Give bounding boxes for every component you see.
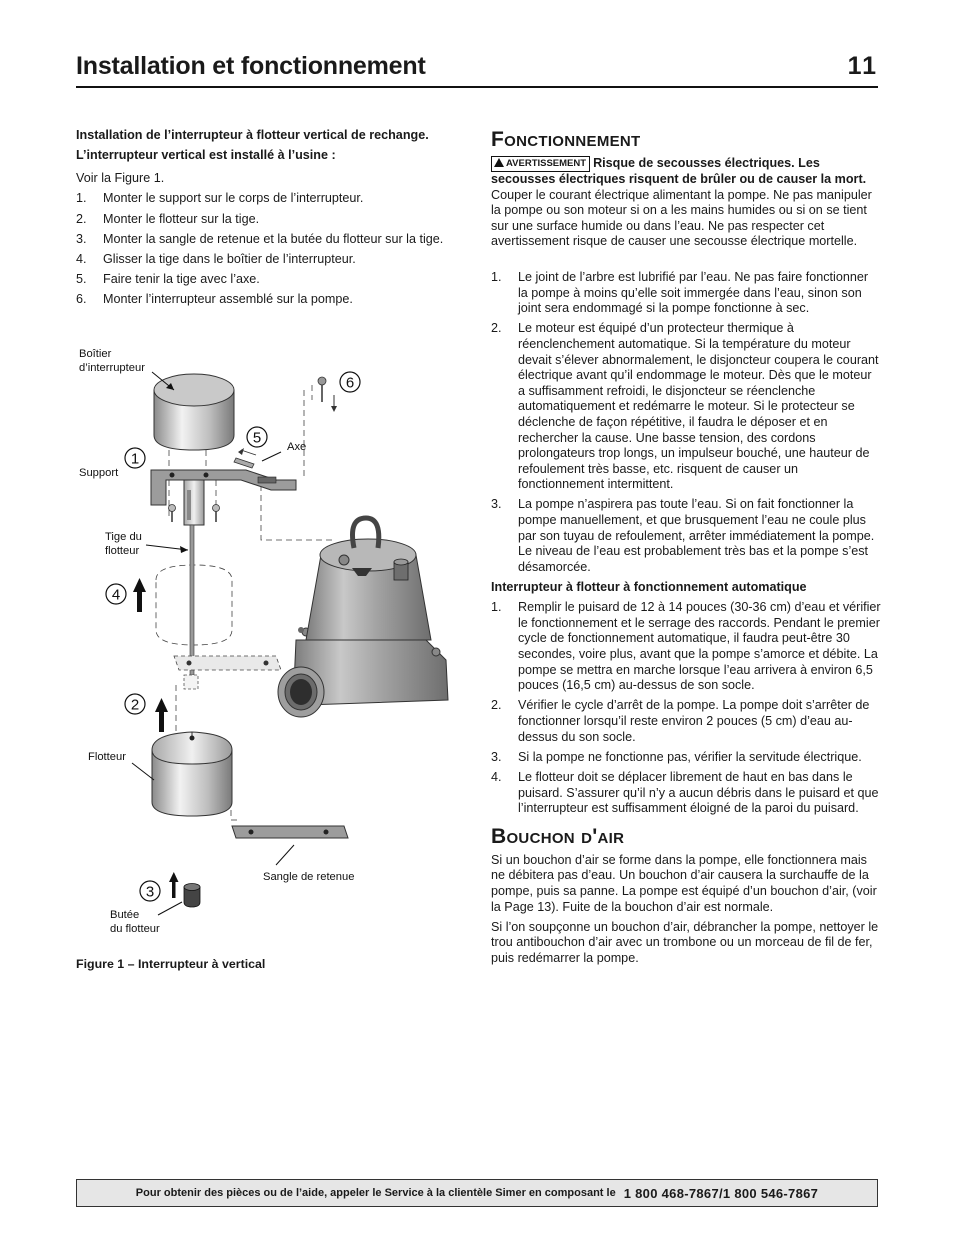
label-axis: Axe: [287, 441, 307, 453]
callout-1: [125, 448, 145, 468]
callout-4: [106, 584, 126, 604]
airlock-paragraph-2: Si l’on soupçonne un bouchon d’air, débrancher la pompe, nettoyer le trou antibouchon d’air avec un trombone ou un morceau de fil de fer, puis redémarrer la pompe.: [491, 919, 879, 965]
figure-1: [76, 340, 456, 980]
label-switch-housing: Boîtier d’interrupteur: [79, 348, 145, 374]
figure-caption: Figure 1 – Interrupteur à vertical: [76, 957, 266, 971]
page-header: [76, 50, 878, 88]
list-item: 5. Faire tenir la tige avec l’axe.: [76, 272, 260, 287]
label-float-stop: Butée du flotteur: [110, 909, 160, 935]
footer-text: Pour obtenir des pièces ou de l’aide, appeler le Service à la clientèle Simer en composant le: [135, 1187, 616, 1199]
label-float-rod: Tige du flotteur: [105, 531, 142, 557]
list-item: 2. Monter le flotteur sur la tige.: [76, 211, 260, 226]
label-support: Support: [79, 467, 119, 479]
list-item: 1. Le joint de l’arbre est lubrifié par l’eau. Ne pas faire fonctionner la pompe à moins qu’elle soit immergée dans l’eau, sinon son joint sera endommagé si la pompe fonctionne à sec.: [491, 269, 869, 316]
svg-text:2: 2: [130, 696, 140, 714]
callout-5: [247, 427, 267, 447]
label-retaining-strap: Sangle de retenue: [263, 871, 355, 883]
list-item: 2. Le moteur est équipé d’un protecteur thermique à réenclenchement automatique. Si la température du moteur devait s’élever abnormalement, le disjoncteur coupera le courant électrique avant qu’il endommage le moteur. Dès que le moteur a suffisamment refroidi, le disjoncteur se réenclenche automatiquement et redémarre le moteur. Si le protecteur se déclenche de façon répétitive, il faudra le déposer et en rechercher la cause. Une basse tension, des cordons prolongateurs trop longs, un impulseur bouché, une hauteur de refoulement très basse, etc. risquent de causer un fonctionnement intermittent.: [491, 321, 879, 492]
footer-phone: 1 800 468-7867/1 800 546-7867: [623, 1185, 819, 1201]
label-float: Flotteur: [88, 751, 126, 763]
callout-3: [140, 881, 160, 901]
page-title: Installation et fonctionnement: [76, 52, 426, 80]
auto-switch-heading: Interrupteur à flotteur à fonctionnement automatique: [491, 580, 807, 595]
list-item: 2. Vérifier le cycle d’arrêt de la pompe. La pompe doit s’arrêter de fonctionner lorsqu’il reste environ 2 pouces (5 cm) d’eau au-dessus du son socle.: [491, 698, 870, 744]
support-footer: [76, 1179, 878, 1207]
list-item: 4. Le flotteur doit se déplacer librement de haut en bas dans le puisard. S’assurer qu’il n’y a aucun débris dans le puisard et que l’interrupteur est suffisamment éloigné de la paroi du puisard.: [491, 769, 879, 816]
factory-install-heading: L’interrupteur vertical est installé à l’usine :: [76, 147, 336, 162]
svg-text:6: 6: [345, 374, 355, 392]
left-column: [76, 128, 451, 313]
list-item: 1. Remplir le puisard de 12 à 14 pouces (30-36 cm) d’eau et vérifier le fonctionnement et le serrage des raccords. Pendant le premier cycle de fonctionnement automatique, il faudra peut-être 30 secondes, voire plus, avant que la pompe s’amorce et débite. La pompe se mettra en marche lorsque l’eau arrivera à environ 6,5 pouces (16,5 cm) au-dessus de son socle.: [491, 600, 881, 693]
warning-badge: AVERTISSEMENT: [491, 156, 590, 172]
svg-text:3: 3: [145, 883, 155, 901]
svg-text:5: 5: [252, 429, 262, 447]
list-item: 6. Monter l’interrupteur assemblé sur la pompe.: [76, 292, 353, 307]
right-column: [491, 128, 881, 971]
operation-heading: Fonctionnement: [491, 128, 641, 151]
airlock-paragraph-1: Si un bouchon d’air se forme dans la pompe, elle fonctionnera mais ne débitera pas d’eau. Un bouchon d’air causera la surchauffe de la pompe, puis sa panne. La pompe est équipé d’un bouchon d’air, (voir la Page 13). Fuite de la bouchon d’air est normale.: [491, 852, 877, 914]
electric-shock-warning: AVERTISSEMENT Risque de secousses électriques. Les secousses électriques risquent de brûler ou de causer la mort. Couper le courant électrique alimentant la pompe. Ne pas manipuler la pompe ou son moteur si on a les mains humides ou si on se tient sur une surface humide ou dans l’eau. Ne pas respecter cet avertissement risque de causer une secousse électrique mortelle.: [491, 156, 872, 249]
auto-steps-list: [491, 600, 881, 817]
list-item: 1. Monter le support sur le corps de l’interrupteur.: [76, 191, 364, 206]
list-item: 3. Si la pompe ne fonctionne pas, vérifier la servitude électrique.: [491, 749, 862, 764]
airlock-heading: Bouchon d'air: [491, 824, 625, 848]
list-item: 3. La pompe n’aspirera pas toute l’eau. Si on fait fonctionner la pompe manuellement, et que brusquement l’eau ne coule plus par son tuyau de refoulement, arrêter immédiatement la pompe. Le niveau de l’eau est probablement très bas et la pompe s’est désamorcée.: [491, 497, 875, 574]
replacement-switch-heading: Installation de l’interrupteur à flotteur vertical de rechange.: [76, 128, 429, 142]
callout-2: [125, 694, 145, 714]
callout-6: [340, 372, 360, 392]
warning-triangle-icon: [494, 158, 504, 167]
page-number: 11: [847, 52, 878, 80]
figure-reference: Voir la Figure 1.: [76, 171, 165, 186]
operation-steps-list: [491, 270, 881, 575]
list-item: 3. Monter la sangle de retenue et la butée du flotteur sur la tige.: [76, 231, 444, 246]
install-steps-list: [76, 191, 451, 308]
svg-text:4: 4: [111, 586, 121, 604]
callout-layer: [76, 340, 456, 950]
list-item: 4. Glisser la tige dans le boîtier de l’interrupteur.: [76, 251, 356, 266]
svg-text:1: 1: [130, 450, 140, 468]
